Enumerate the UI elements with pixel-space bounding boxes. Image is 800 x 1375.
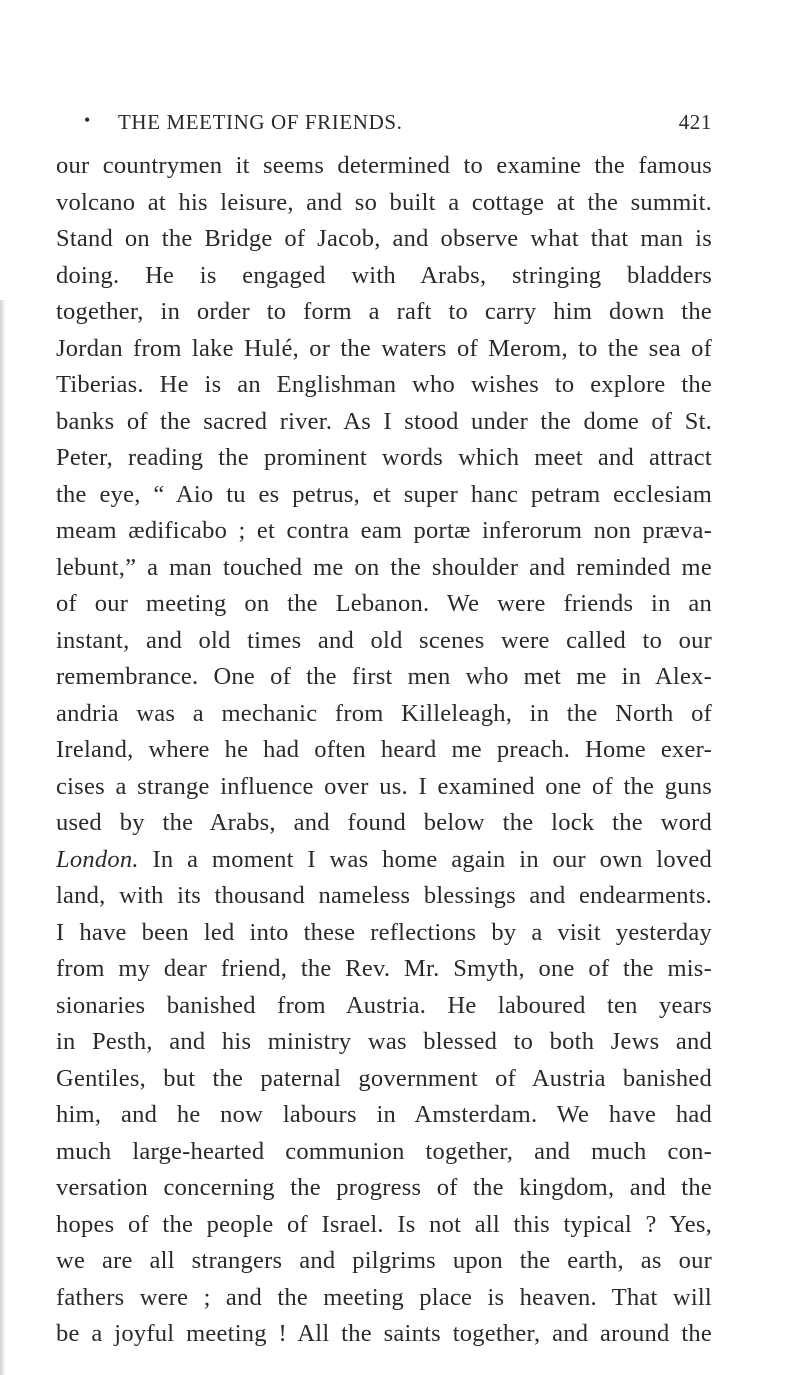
text-line: volcano at his leisure, and so built a cottage at the summit.	[56, 188, 712, 216]
body-text	[56, 148, 712, 1353]
text-line: much large-hearted communion together, and much con-	[56, 1137, 712, 1165]
text-line: I have been led into these reflections by a visit yesterday	[56, 918, 712, 946]
running-head	[84, 110, 712, 140]
text-line: in Pesth, and his ministry was blessed to both Jews and	[56, 1028, 712, 1055]
text-line: the eye, “ Aio tu es petrus, et super hanc petram ecclesiam	[56, 480, 712, 508]
text-line: Ireland, where he had often heard me preach. Home exer-	[56, 736, 712, 763]
text-line: doing. He is engaged with Arabs, stringing bladders	[56, 261, 712, 289]
page-number: 421	[678, 110, 712, 134]
text-line: Gentiles, but the paternal government of Austria banished	[56, 1064, 712, 1092]
text-line: of our meeting on the Lebanon. We were friends in an	[56, 590, 712, 617]
text-line: our countrymen it seems determined to examine the famous	[56, 152, 712, 179]
text-line: hopes of the people of Israel. Is not all this typical ? Yes,	[56, 1210, 712, 1238]
text-line: him, and he now labours in Amsterdam. We have had	[56, 1101, 712, 1128]
text-line: used by the Arabs, and found below the lock the word	[56, 809, 712, 836]
text-line: together, in order to form a raft to carry him down the	[56, 298, 712, 325]
text-line: Stand on the Bridge of Jacob, and observe what that man is	[56, 225, 712, 252]
text-line: remembrance. One of the first men who met me in Alex-	[56, 663, 712, 690]
text-line: be a joyful meeting ! All the saints together, and around the	[56, 1320, 712, 1347]
text-line: andria was a mechanic from Killeleagh, in the North of	[56, 699, 712, 727]
text-line: sionaries banished from Austria. He laboured ten years	[56, 991, 712, 1019]
page-edge-shadow	[0, 300, 6, 1375]
text-line: instant, and old times and old scenes were called to our	[56, 626, 712, 654]
bullet-mark: •	[84, 110, 91, 130]
text-line: land, with its thousand nameless blessings and endearments.	[56, 882, 712, 909]
text-line	[56, 842, 712, 879]
text-line: meam ædificabo ; et contra eam portæ inferorum non præva-	[56, 517, 712, 544]
text-line: banks of the sacred river. As I stood under the dome of St.	[56, 407, 712, 435]
text-line: versation concerning the progress of the kingdom, and the	[56, 1174, 712, 1201]
text-line-rest: In a moment I was home again in our own loved	[138, 845, 712, 873]
italic-word: London.	[56, 845, 139, 873]
text-line: lebunt,” a man touched me on the shoulder and reminded me	[56, 553, 712, 581]
text-line: from my dear friend, the Rev. Mr. Smyth, one of the mis-	[56, 955, 712, 982]
text-line: we are all strangers and pilgrims upon the earth, as our	[56, 1247, 712, 1274]
chapter-title: THE MEETING OF FRIENDS.	[118, 110, 403, 134]
text-line: Jordan from lake Hulé, or the waters of Merom, to the sea of	[56, 334, 712, 362]
text-line: cises a strange influence over us. I examined one of the guns	[56, 772, 712, 800]
text-line: fathers were ; and the meeting place is heaven. That will	[56, 1283, 712, 1311]
text-line: Peter, reading the prominent words which meet and attract	[56, 444, 712, 471]
text-line: Tiberias. He is an Englishman who wishes to explore the	[56, 371, 712, 398]
